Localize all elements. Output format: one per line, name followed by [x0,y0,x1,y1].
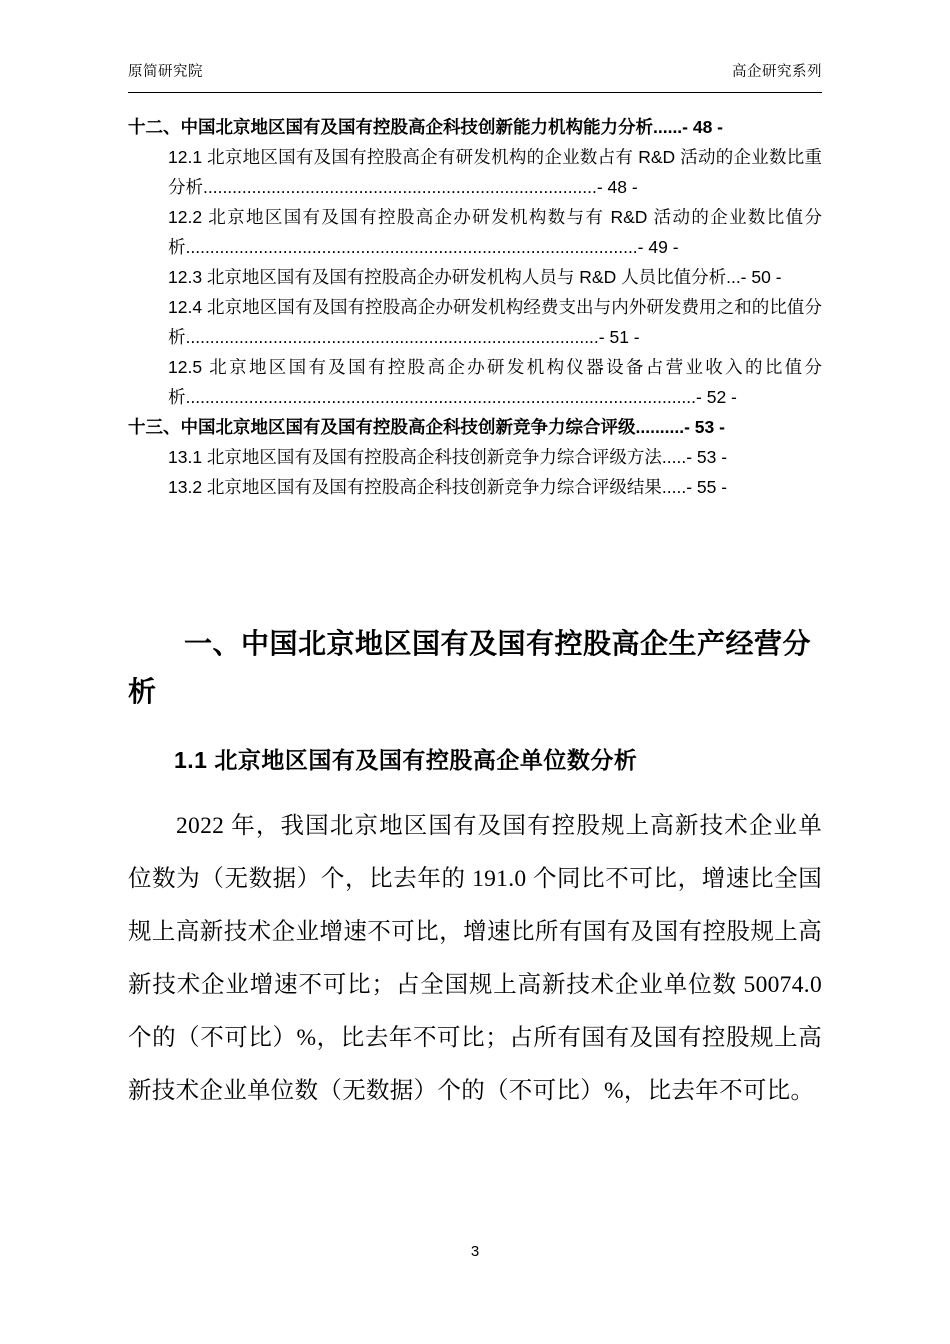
page-number: 3 [470,1243,480,1260]
table-of-contents [128,112,822,502]
toc-entry[interactable]: 12.5 北京地区国有及国有控股高企办研发机构仪器设备占营业收入的比值分析.........................................................................................................- 52 - [168,357,822,407]
section-heading-2: 1.1 北京地区国有及国有控股高企单位数分析 [174,747,638,773]
toc-entry[interactable]: 13.1 北京地区国有及国有控股高企科技创新竞争力综合评级方法.....- 53 - [168,447,728,467]
toc-entry[interactable]: 13.2 北京地区国有及国有控股高企科技创新竞争力综合评级结果.....- 55 - [168,477,728,497]
toc-entry[interactable]: 12.1 北京地区国有及国有控股高企有研发机构的企业数占有 R&D 活动的企业数比重分析.................................................................................- 48 - [168,147,822,197]
page-header [128,62,822,93]
header-right-text: 高企研究系列 [732,64,822,80]
section-heading-1: 一、中国北京地区国有及国有控股高企生产经营分析 [128,628,812,707]
toc-entry[interactable]: 12.2 北京地区国有及国有控股高企办研发机构数与有 R&D 活动的企业数比值分析.............................................................................................- 49 - [168,207,822,257]
toc-entry[interactable]: 十二、中国北京地区国有及国有控股高企科技创新能力机构能力分析......- 48 - [128,117,724,137]
toc-entry[interactable]: 12.4 北京地区国有及国有控股高企办研发机构经费支出与内外研发费用之和的比值分析.....................................................................................- 51 - [168,297,822,347]
toc-entry[interactable]: 12.3 北京地区国有及国有控股高企办研发机构人员与 R&D 人员比值分析...- 50 - [168,267,782,287]
toc-entry[interactable]: 十三、中国北京地区国有及国有控股高企科技创新竞争力综合评级..........- 53 - [128,417,725,437]
body-paragraph: 2022 年，我国北京地区国有及国有控股规上高新技术企业单位数为（无数据）个，比去年的 191.0 个同比不可比，增速比全国规上高新技术企业增速不可比，增速比所有国有及国有控股规上高新技术企业增速不可比；占全国规上高新技术企业单位数 50074.0 个的（不可比）%，比去年不可比；占所有国有及国有控股规上高新技术企业单位数（无数据）个的（不可比）%，比去年不可比。 [128,813,822,1104]
header-left-text: 原简研究院 [128,64,203,80]
